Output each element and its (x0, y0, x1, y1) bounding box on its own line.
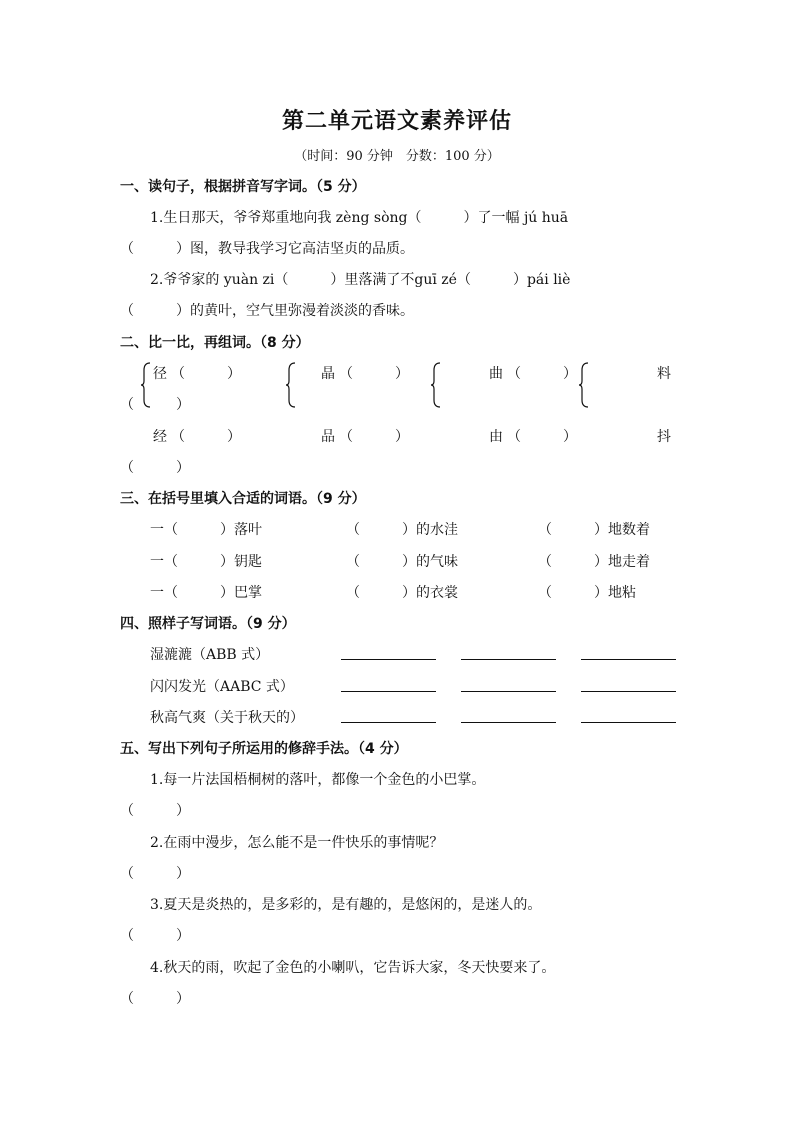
s1-q2-line1: 2.爷爷家的 yuàn zi（ ）里落满了不guī zé（ ）pái liè (150, 272, 571, 288)
s1-q2-line2: （ ）的黄叶，空气里弥漫着淡淡的香味。 (120, 303, 414, 319)
s4-row-2-label: 闪闪发光（AABC 式） (150, 679, 294, 695)
s2-top-char-3: 曲 (489, 366, 503, 382)
s3-r2-c3: （ ）地走着 (538, 554, 650, 570)
s2-top-char-2: 晶 (321, 366, 335, 382)
s2-top-char-1: 径 (153, 366, 167, 382)
s1-q1-line1: 1.生日那天，爷爷郑重地向我 zèng sòng（ ）了一幅 jú huā (150, 210, 569, 226)
answer-line (341, 722, 436, 723)
s2-bot-char-4: 抖 (657, 429, 671, 445)
section-4-heading: 四、照样子写词语。（9 分） (120, 616, 296, 632)
s4-row-1-label: 湿漉漉（ABB 式） (150, 647, 270, 663)
s2-top-char-4: 料 (657, 366, 671, 382)
answer-line (341, 659, 436, 660)
s3-r1-c2: （ ）的水洼 (346, 522, 458, 538)
s5-item-1: 1.每一片法国梧桐树的落叶，都像一个金色的小巴掌。 (150, 772, 486, 788)
s3-r2-c2: （ ）的气味 (346, 554, 458, 570)
s2-bot-paren-4: （ ） (120, 460, 190, 476)
brace-icon (285, 362, 297, 408)
brace-icon (578, 362, 590, 408)
answer-line (581, 722, 676, 723)
s2-bot-char-1: 经 (153, 429, 167, 445)
s3-r1-c3: （ ）地数着 (538, 522, 650, 538)
s2-bot-paren-1: （ ） (171, 429, 241, 445)
s3-r1-c1: 一（ ）落叶 (150, 522, 262, 538)
s2-top-paren-4: （ ） (120, 397, 190, 413)
brace-icon (430, 362, 442, 408)
s5-item-3: 3.夏天是炎热的，是多彩的，是有趣的，是悠闲的，是迷人的。 (150, 897, 542, 913)
s3-r3-c2: （ ）的衣裳 (346, 585, 458, 601)
s2-top-paren-3: （ ） (507, 366, 577, 382)
s2-bot-char-3: 由 (489, 429, 503, 445)
s5-item-4: 4.秋天的雨，吹起了金色的小喇叭，它告诉大家，冬天快要来了。 (150, 960, 556, 976)
answer-line (461, 722, 556, 723)
s2-top-paren-1: （ ） (171, 366, 241, 382)
s5-answer-1: （ ） (120, 803, 190, 819)
answer-line (581, 691, 676, 692)
answer-line (461, 691, 556, 692)
section-1-heading: 一、读句子，根据拼音写字词。（5 分） (120, 179, 366, 195)
s5-item-2: 2.在雨中漫步，怎么能不是一件快乐的事情呢？ (150, 835, 444, 851)
page-subtitle: （时间：90 分钟 分数：100 分） (294, 149, 500, 164)
s3-r2-c1: 一（ ）钥匙 (150, 554, 262, 570)
s2-top-paren-2: （ ） (339, 366, 409, 382)
s5-answer-2: （ ） (120, 866, 190, 882)
s2-bot-paren-3: （ ） (507, 429, 577, 445)
s2-bot-paren-2: （ ） (339, 429, 409, 445)
s5-answer-3: （ ） (120, 928, 190, 944)
s5-answer-4: （ ） (120, 991, 190, 1007)
section-2-heading: 二、比一比，再组词。（8 分） (120, 335, 310, 351)
page-title: 第二单元语文素养评估 (281, 109, 512, 134)
s2-bot-char-2: 品 (321, 429, 335, 445)
s4-row-3-label: 秋高气爽（关于秋天的） (150, 710, 304, 726)
answer-line (341, 691, 436, 692)
answer-line (581, 659, 676, 660)
section-5-heading: 五、写出下列句子所运用的修辞手法。（4 分） (120, 741, 408, 757)
s3-r3-c3: （ ）地粘 (538, 585, 636, 601)
s3-r3-c1: 一（ ）巴掌 (150, 585, 262, 601)
s1-q1-line2: （ ）图，教导我学习它高洁坚贞的品质。 (120, 241, 414, 257)
answer-line (461, 659, 556, 660)
section-3-heading: 三、在括号里填入合适的词语。（9 分） (120, 491, 366, 507)
